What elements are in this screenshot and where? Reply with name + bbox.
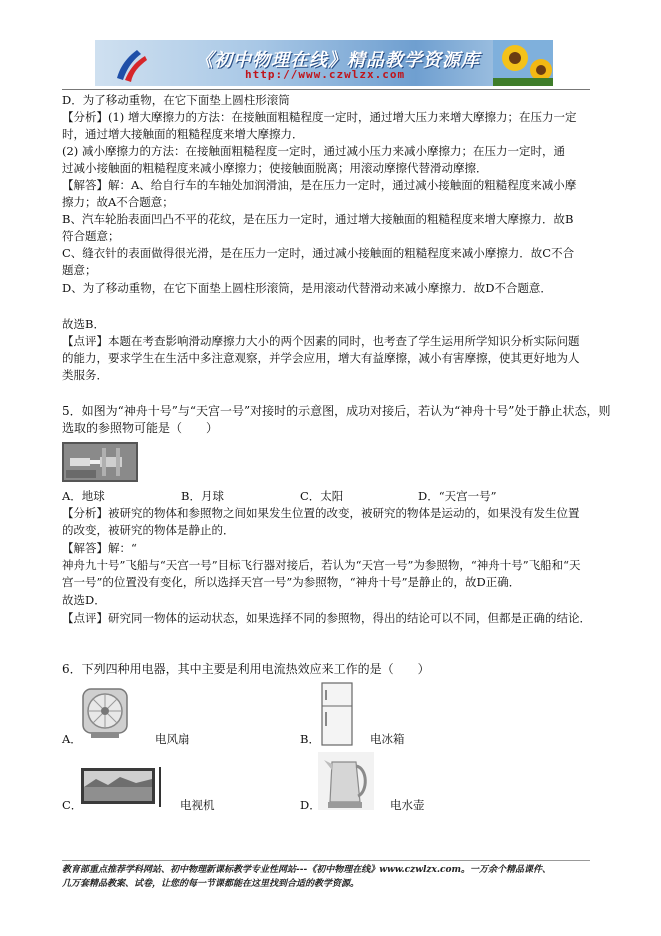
prev-analysis-line: (2) 减小摩擦力的方法：在接触面粗糙程度一定时，通过减小压力来减小摩擦力；在压力一定时，通 <box>62 144 565 158</box>
q6-option-a-letter: A． <box>62 732 82 746</box>
prev-analysis-line: 时，通过增大接触面的粗糙程度来增大摩擦力． <box>62 127 304 141</box>
q5-answer-head: 【解答】解：“ <box>62 541 137 555</box>
prev-choice: 故选B． <box>62 317 105 331</box>
prev-answer-line: C、缝衣针的表面做得很光滑，是在压力一定时，通过减小接触面的粗糙程度来减小摩擦力．故C不合 <box>62 246 575 260</box>
q5-analysis-line: 【分析】被研究的物体和参照物之间如果发生位置的改变，被研究的物体是运动的，如果没有发生位置 <box>62 506 580 520</box>
q5-choice: 故选D． <box>62 593 106 607</box>
prev-comment-line: 【点评】本题在考查影响滑动摩擦力大小的两个因素的同时，也考查了学生运用所学知识分析实际问题 <box>62 334 580 348</box>
footer-line: 教育部重点推荐学科网站、初中物理新课标教学专业性网站---《初中物理在线》www.czwlzx.com。一万余个精品课件、 <box>62 865 552 875</box>
q6-option-d-letter: D． <box>300 798 321 812</box>
q5-comment: 【点评】研究同一物体的运动状态，如果选择不同的参照物，得出的结论可以不同，但都是正确的结论． <box>62 611 591 625</box>
refrigerator-image <box>320 682 354 746</box>
prev-analysis-line: 【分析】(1) 增大摩擦力的方法：在接触面粗糙程度一定时，通过增大压力来增大摩擦力；在压力一定 <box>62 110 577 124</box>
prev-option-d: D．为了移动重物，在它下面垫上圆柱形滚筒 <box>62 93 290 107</box>
q5-option-a: A．地球 <box>62 489 105 503</box>
q5-option-b: B．月球 <box>181 489 224 503</box>
footer-rule <box>62 860 590 861</box>
q6-option-c-letter: C． <box>62 798 83 812</box>
q6-stem: 6．下列四种用电器，其中主要是利用电流热效应来工作的是（ ） <box>62 662 430 676</box>
q5-option-c: C．太阳 <box>300 489 344 503</box>
q6-option-b-name: 电冰箱 <box>370 732 405 746</box>
electric-kettle-image <box>318 752 374 810</box>
prev-answer-line: 擦力；故A不合题意； <box>62 195 174 209</box>
prev-analysis-line: 过减小接触面的粗糙程度来减小摩擦力；使接触面脱离；用滚动摩擦代替滑动摩擦． <box>62 161 488 175</box>
q5-answer-line: 宫一号”的位置没有变化，所以选择天宫一号”为参照物，“神舟十号”是静止的，故D正确． <box>62 575 521 589</box>
q6-option-b-letter: B． <box>300 732 320 746</box>
footer-line: 几万套精品教案、试卷，让您的每一节课都能在这里找到合适的教学资源。 <box>62 879 360 889</box>
prev-answer-line: 符合题意； <box>62 229 120 243</box>
header-rule <box>62 89 590 90</box>
prev-answer-line: B、汽车轮胎表面凹凸不平的花纹，是在压力一定时，通过增大接触面的粗糙程度来增大摩擦力．故B <box>62 212 574 226</box>
prev-answer-line: 【解答】解：A、给自行车的车轴处加润滑油，是在压力一定时，通过减小接触面的粗糙程度来减小摩 <box>62 178 577 192</box>
prev-answer-line: 题意； <box>62 263 97 277</box>
header-banner <box>95 40 553 86</box>
q5-stem-line: 5．如图为“神舟十号”与“天宫一号”对接时的示意图，成功对接后，若认为“神舟十号”处于静止状态，则 <box>62 404 611 418</box>
q5-stem-line: 选取的参照物可能是（ ） <box>62 421 219 435</box>
q6-option-d-name: 电水壶 <box>390 798 425 812</box>
q5-answer-line: 神舟九十号”飞船与“天宫一号”目标飞行器对接后，若认为“天宫一号”为参照物，“神舟十号”飞船和“天 <box>62 558 581 572</box>
q6-option-a-name: 电风扇 <box>155 732 190 746</box>
q5-analysis-line: 的改变，被研究的物体是静止的． <box>62 523 235 537</box>
site-logo-icon <box>111 44 151 84</box>
television-image <box>80 765 162 809</box>
banner-title: 《初中物理在线》精品教学资源库 <box>195 50 480 71</box>
electric-fan-image <box>77 685 133 741</box>
banner-url[interactable]: http://www.czwlzx.com <box>245 68 406 81</box>
q6-option-c-name: 电视机 <box>180 798 215 812</box>
spacecraft-docking-image <box>62 442 138 482</box>
prev-comment-line: 的能力，要求学生在生活中多注意观察，并学会应用，增大有益摩擦，减小有害摩擦，使其更好地为人 <box>62 351 580 365</box>
prev-comment-line: 类服务． <box>62 368 108 382</box>
prev-answer-line: D、为了移动重物，在它下面垫上圆柱形滚筒，是用滚动代替滑动来减小摩擦力．故D不合题意． <box>62 281 552 295</box>
q5-option-d: D．“天宫一号” <box>418 489 497 503</box>
sunflower-icon <box>493 40 553 86</box>
